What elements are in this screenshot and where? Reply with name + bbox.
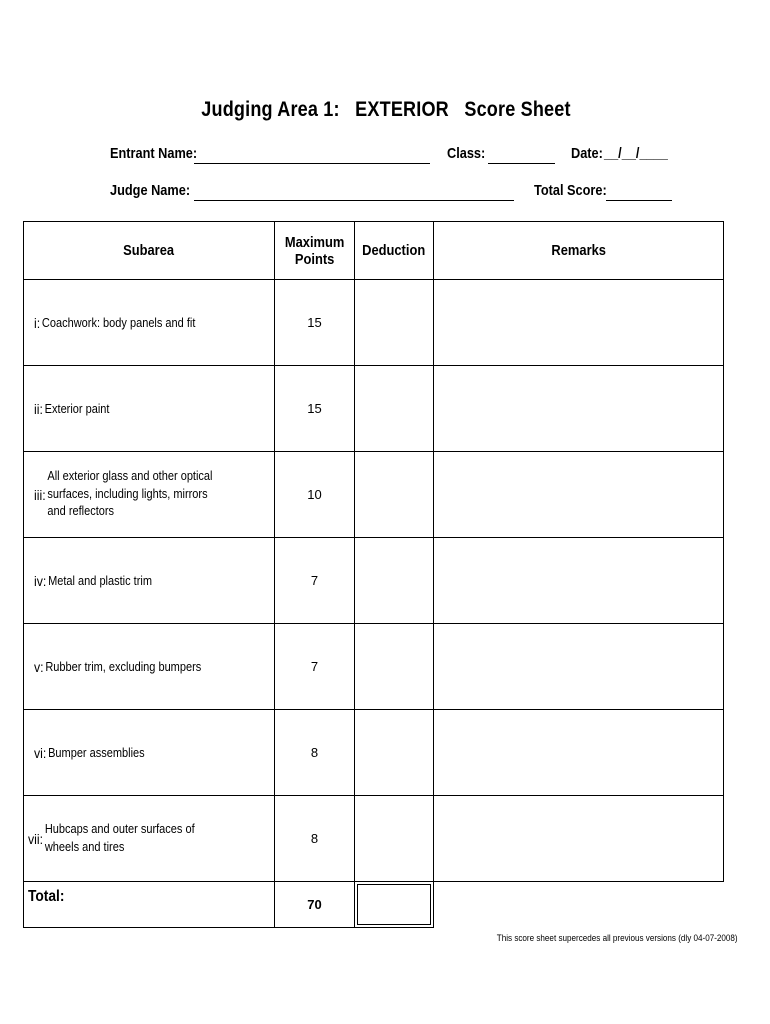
remarks-cell[interactable] — [434, 452, 724, 538]
remarks-cell[interactable] — [434, 624, 724, 710]
judge-name-label: Judge Name: — [110, 182, 191, 199]
deduction-cell[interactable] — [355, 366, 434, 452]
col-header-max-points: Maximum Points — [275, 222, 355, 280]
judge-name-field[interactable] — [194, 200, 514, 201]
total-score-field[interactable] — [606, 200, 672, 201]
table-row — [24, 280, 724, 366]
col-header-remarks: Remarks — [434, 222, 724, 280]
subarea-cell: ii: Exterior paint — [24, 366, 275, 452]
deduction-cell[interactable] — [355, 280, 434, 366]
score-table — [23, 221, 724, 928]
subarea-cell: i: Coachwork: body panels and fit — [24, 280, 275, 366]
max-points-cell: 7 — [275, 538, 355, 624]
remarks-cell[interactable] — [434, 538, 724, 624]
subarea-cell: vi: Bumper assemblies — [24, 710, 275, 796]
deduction-cell[interactable] — [355, 710, 434, 796]
remarks-cell[interactable] — [434, 366, 724, 452]
deduction-cell[interactable] — [355, 452, 434, 538]
empty-cell — [434, 882, 724, 928]
table-row — [24, 538, 724, 624]
max-points-cell: 10 — [275, 452, 355, 538]
title-part-1: Judging Area 1: — [201, 98, 340, 121]
table-row — [24, 710, 724, 796]
table-row — [24, 452, 724, 538]
max-points-cell: 15 — [275, 280, 355, 366]
subarea-cell: vii: Hubcaps and outer surfaces of wheels and tires — [24, 796, 275, 882]
col-header-deduction: Deduction — [355, 222, 434, 280]
remarks-cell[interactable] — [434, 796, 724, 882]
col-header-subarea: Subarea — [24, 222, 275, 280]
date-label: Date: — [571, 145, 603, 162]
total-row — [24, 882, 724, 928]
entrant-name-label: Entrant Name: — [110, 145, 198, 162]
max-points-cell: 7 — [275, 624, 355, 710]
class-field[interactable] — [488, 163, 555, 164]
total-deduction-cell[interactable] — [355, 882, 434, 928]
deduction-cell[interactable] — [355, 624, 434, 710]
total-label: Total: — [24, 882, 275, 928]
max-points-cell: 15 — [275, 366, 355, 452]
table-header-row — [24, 222, 724, 280]
title-part-2: EXTERIOR — [355, 98, 449, 121]
subarea-cell: iii: All exterior glass and other optical surfaces, including lights, mirrors and reflectors — [24, 452, 275, 538]
title-part-3: Score Sheet — [464, 98, 571, 121]
table-row — [24, 366, 724, 452]
total-points: 70 — [275, 882, 355, 928]
table-row — [24, 796, 724, 882]
remarks-cell[interactable] — [434, 280, 724, 366]
class-label: Class: — [447, 145, 486, 162]
max-points-cell: 8 — [275, 796, 355, 882]
deduction-cell[interactable] — [355, 796, 434, 882]
page-title — [55, 98, 717, 122]
date-field[interactable]: __/__/____ — [604, 145, 668, 162]
table-row — [24, 624, 724, 710]
entrant-name-field[interactable] — [194, 163, 430, 164]
max-points-cell: 8 — [275, 710, 355, 796]
subarea-cell: v: Rubber trim, excluding bumpers — [24, 624, 275, 710]
total-score-label: Total Score: — [534, 182, 607, 199]
footer-note: This score sheet supercedes all previous versions (dly 04-07-2008) — [496, 933, 738, 943]
deduction-cell[interactable] — [355, 538, 434, 624]
subarea-cell: iv: Metal and plastic trim — [24, 538, 275, 624]
remarks-cell[interactable] — [434, 710, 724, 796]
